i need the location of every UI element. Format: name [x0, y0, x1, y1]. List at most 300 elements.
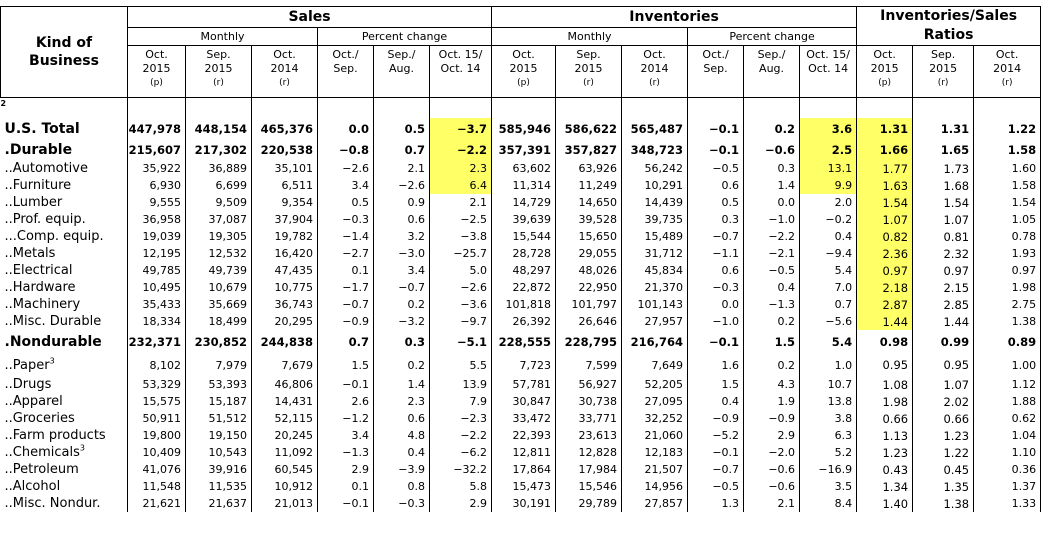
cell-i1: 357,391 — [492, 139, 556, 160]
cell-i3: 21,370 — [622, 279, 688, 296]
row-label: ..Electrical — [1, 262, 128, 279]
cell-r1: 1.23 — [857, 444, 913, 461]
cell-i3: 56,242 — [622, 160, 688, 177]
row-label: ..Groceries — [1, 410, 128, 427]
cell-p1: −0.1 — [318, 495, 374, 512]
cell-q3: 8.4 — [800, 495, 857, 512]
cell-p2: 0.4 — [374, 444, 430, 461]
cell-r2: 1.35 — [913, 478, 974, 495]
cell-s1: 15,575 — [128, 393, 186, 410]
cell-r1: 0.95 — [857, 354, 913, 376]
column-header-yoy: Oct. 15/ Oct. 14 — [800, 46, 857, 98]
cell-q3: 7.0 — [800, 279, 857, 296]
cell-s2: 37,087 — [186, 211, 252, 228]
cell-r1: 2.18 — [857, 279, 913, 296]
cell-r1: 0.66 — [857, 410, 913, 427]
cell-p1: −0.8 — [318, 139, 374, 160]
cell-q2: 0.3 — [744, 160, 800, 177]
cell-p3: −9.7 — [430, 313, 492, 330]
cell-p2: 3.4 — [374, 262, 430, 279]
row-label: ..Apparel — [1, 393, 128, 410]
column-header-oct14: Oct. 2014 (r) — [622, 46, 688, 98]
cell-q3: −0.2 — [800, 211, 857, 228]
cell-s2: 35,669 — [186, 296, 252, 313]
cell-s2: 217,302 — [186, 139, 252, 160]
cell-q3: 0.4 — [800, 228, 857, 245]
cell-s3: 20,245 — [252, 427, 318, 444]
table-row — [1, 410, 1041, 427]
cell-i3: 52,205 — [622, 376, 688, 393]
cell-s1: 19,039 — [128, 228, 186, 245]
cell-r1: 2.36 — [857, 245, 913, 262]
cell-i1: 30,191 — [492, 495, 556, 512]
cell-i3: 7,649 — [622, 354, 688, 376]
cell-i1: 22,393 — [492, 427, 556, 444]
cell-i2: 15,650 — [556, 228, 622, 245]
row-label: ..Petroleum — [1, 461, 128, 478]
cell-r3: 1.37 — [974, 478, 1041, 495]
cell-s3: 47,435 — [252, 262, 318, 279]
cell-p3: 5.0 — [430, 262, 492, 279]
cell-r2: 2.02 — [913, 393, 974, 410]
table-row — [1, 393, 1041, 410]
cell-s3: 9,354 — [252, 194, 318, 211]
cell-s1: 35,922 — [128, 160, 186, 177]
cell-s2: 19,150 — [186, 427, 252, 444]
cell-s3: 46,806 — [252, 376, 318, 393]
cell-r3: 1.22 — [974, 118, 1041, 139]
table-row — [1, 330, 1041, 354]
cell-p3: 5.8 — [430, 478, 492, 495]
cell-i3: 31,712 — [622, 245, 688, 262]
cell-r1: 0.97 — [857, 262, 913, 279]
table-row — [1, 427, 1041, 444]
cell-q2: −2.0 — [744, 444, 800, 461]
cell-q3: 5.2 — [800, 444, 857, 461]
cell-p2: 0.2 — [374, 296, 430, 313]
cell-i3: 216,764 — [622, 330, 688, 354]
row-label: U.S. Total — [1, 118, 128, 139]
cell-s1: 11,548 — [128, 478, 186, 495]
cell-s2: 9,509 — [186, 194, 252, 211]
cell-p1: 0.1 — [318, 262, 374, 279]
cell-q3: 3.6 — [800, 118, 857, 139]
cell-s3: 19,782 — [252, 228, 318, 245]
row-label: ..Misc. Durable — [1, 313, 128, 330]
cell-i3: 15,489 — [622, 228, 688, 245]
column-header-octsep: Oct./ Sep. — [688, 46, 744, 98]
cell-s2: 49,739 — [186, 262, 252, 279]
row-label: ..Drugs — [1, 376, 128, 393]
cell-s1: 10,495 — [128, 279, 186, 296]
cell-s2: 11,535 — [186, 478, 252, 495]
cell-r3: 0.89 — [974, 330, 1041, 354]
cell-r3: 2.75 — [974, 296, 1041, 313]
column-header-oct15: Oct. 2015 (p) — [492, 46, 556, 98]
cell-r2: 2.32 — [913, 245, 974, 262]
cell-i2: 12,828 — [556, 444, 622, 461]
cell-r2: 1.65 — [913, 139, 974, 160]
column-header-oct14: Oct. 2014 (r) — [974, 46, 1041, 98]
cell-s1: 12,195 — [128, 245, 186, 262]
cell-p2: 3.2 — [374, 228, 430, 245]
cell-q1: −0.1 — [688, 330, 744, 354]
cell-p1: 2.9 — [318, 461, 374, 478]
row-label: ..Chemicals$^3$ — [1, 444, 128, 461]
cell-r1: 0.82 — [857, 228, 913, 245]
cell-i1: 101,818 — [492, 296, 556, 313]
cell-p2: 0.2 — [374, 354, 430, 376]
cell-q1: −1.0 — [688, 313, 744, 330]
cell-s1: 232,371 — [128, 330, 186, 354]
row-label: ..Alcohol — [1, 478, 128, 495]
cell-q1: 0.5 — [688, 194, 744, 211]
cell-i2: 30,738 — [556, 393, 622, 410]
cell-p3: −25.7 — [430, 245, 492, 262]
cell-q3: 10.7 — [800, 376, 857, 393]
cell-i2: 228,795 — [556, 330, 622, 354]
table-row — [1, 262, 1041, 279]
cell-s2: 39,916 — [186, 461, 252, 478]
cell-s1: 36,958 — [128, 211, 186, 228]
table-row — [1, 245, 1041, 262]
cell-s2: 230,852 — [186, 330, 252, 354]
cell-i1: 228,555 — [492, 330, 556, 354]
cell-q2: 2.9 — [744, 427, 800, 444]
cell-r2: 1.44 — [913, 313, 974, 330]
cell-i1: 585,946 — [492, 118, 556, 139]
cell-s1: 10,409 — [128, 444, 186, 461]
cell-r1: 1.77 — [857, 160, 913, 177]
row-label: ..Lumber — [1, 194, 128, 211]
cell-s1: 447,978 — [128, 118, 186, 139]
cell-s3: 7,679 — [252, 354, 318, 376]
cell-p2: 0.3 — [374, 330, 430, 354]
cell-s2: 36,889 — [186, 160, 252, 177]
cell-r1: 1.40 — [857, 495, 913, 512]
table-row — [1, 118, 1041, 139]
table-row — [1, 177, 1041, 194]
cell-p2: −0.3 — [374, 495, 430, 512]
cell-p1: −0.7 — [318, 296, 374, 313]
cell-i3: 12,183 — [622, 444, 688, 461]
cell-q1: −0.3 — [688, 279, 744, 296]
footnote-marker: 2 — [1, 98, 128, 119]
cell-p2: 0.5 — [374, 118, 430, 139]
cell-q3: −9.4 — [800, 245, 857, 262]
column-header-sep15: Sep. 2015 (r) — [913, 46, 974, 98]
cell-s2: 15,187 — [186, 393, 252, 410]
cell-s3: 36,743 — [252, 296, 318, 313]
table-row — [1, 296, 1041, 313]
cell-p2: −3.2 — [374, 313, 430, 330]
table-row — [1, 279, 1041, 296]
cell-i1: 15,544 — [492, 228, 556, 245]
row-label: ..Automotive — [1, 160, 128, 177]
cell-s3: 60,545 — [252, 461, 318, 478]
cell-i1: 17,864 — [492, 461, 556, 478]
cell-q3: 3.8 — [800, 410, 857, 427]
cell-i1: 22,872 — [492, 279, 556, 296]
cell-s3: 52,115 — [252, 410, 318, 427]
cell-q2: 1.5 — [744, 330, 800, 354]
cell-i2: 101,797 — [556, 296, 622, 313]
cell-i2: 29,055 — [556, 245, 622, 262]
cell-s3: 11,092 — [252, 444, 318, 461]
cell-q1: 0.0 — [688, 296, 744, 313]
cell-s3: 16,420 — [252, 245, 318, 262]
cell-i1: 7,723 — [492, 354, 556, 376]
table-row — [1, 478, 1041, 495]
cell-i1: 48,297 — [492, 262, 556, 279]
cell-r1: 1.98 — [857, 393, 913, 410]
cell-q2: 1.4 — [744, 177, 800, 194]
cell-r3: 1.04 — [974, 427, 1041, 444]
cell-s1: 53,329 — [128, 376, 186, 393]
cell-r3: 0.62 — [974, 410, 1041, 427]
cell-r1: 1.44 — [857, 313, 913, 330]
cell-q1: −0.1 — [688, 444, 744, 461]
cell-r1: 0.43 — [857, 461, 913, 478]
cell-q3: 5.4 — [800, 330, 857, 354]
cell-s1: 35,433 — [128, 296, 186, 313]
cell-p1: 0.1 — [318, 478, 374, 495]
cell-r3: 1.88 — [974, 393, 1041, 410]
cell-r2: 0.81 — [913, 228, 974, 245]
cell-r1: 1.34 — [857, 478, 913, 495]
cell-i1: 11,314 — [492, 177, 556, 194]
cell-q1: −0.9 — [688, 410, 744, 427]
cell-p1: −0.3 — [318, 211, 374, 228]
cell-i1: 30,847 — [492, 393, 556, 410]
cell-p3: 2.1 — [430, 194, 492, 211]
cell-p2: 0.6 — [374, 211, 430, 228]
cell-r3: 1.60 — [974, 160, 1041, 177]
cell-q1: −0.5 — [688, 478, 744, 495]
cell-p3: −5.1 — [430, 330, 492, 354]
cell-p3: −2.6 — [430, 279, 492, 296]
table-row — [1, 228, 1041, 245]
cell-s2: 12,532 — [186, 245, 252, 262]
cell-i2: 56,927 — [556, 376, 622, 393]
cell-q1: 0.3 — [688, 211, 744, 228]
cell-q3: −16.9 — [800, 461, 857, 478]
cell-s3: 37,904 — [252, 211, 318, 228]
cell-i2: 17,984 — [556, 461, 622, 478]
cell-p1: −0.9 — [318, 313, 374, 330]
cell-p1: −1.7 — [318, 279, 374, 296]
cell-p2: 2.1 — [374, 160, 430, 177]
cell-q2: 0.2 — [744, 118, 800, 139]
cell-p2: 0.8 — [374, 478, 430, 495]
table-row — [1, 160, 1041, 177]
cell-p1: −0.1 — [318, 376, 374, 393]
cell-p1: 0.5 — [318, 194, 374, 211]
column-header-sep15: Sep. 2015 (r) — [556, 46, 622, 98]
cell-s1: 9,555 — [128, 194, 186, 211]
cell-i1: 26,392 — [492, 313, 556, 330]
cell-p2: −2.6 — [374, 177, 430, 194]
cell-r2: 0.45 — [913, 461, 974, 478]
cell-s1: 50,911 — [128, 410, 186, 427]
table-row — [1, 313, 1041, 330]
cell-q2: −0.5 — [744, 262, 800, 279]
cell-p3: −6.2 — [430, 444, 492, 461]
cell-s1: 49,785 — [128, 262, 186, 279]
cell-r3: 0.36 — [974, 461, 1041, 478]
cell-q1: 0.4 — [688, 393, 744, 410]
cell-q2: 0.2 — [744, 354, 800, 376]
cell-s3: 244,838 — [252, 330, 318, 354]
cell-i3: 39,735 — [622, 211, 688, 228]
cell-i2: 11,249 — [556, 177, 622, 194]
cell-i3: 101,143 — [622, 296, 688, 313]
cell-i2: 15,546 — [556, 478, 622, 495]
cell-q2: −2.1 — [744, 245, 800, 262]
cell-r2: 2.85 — [913, 296, 974, 313]
cell-p2: 2.3 — [374, 393, 430, 410]
cell-r2: 1.07 — [913, 376, 974, 393]
cell-p2: 0.6 — [374, 410, 430, 427]
cell-q3: 2.5 — [800, 139, 857, 160]
cell-i3: 27,957 — [622, 313, 688, 330]
cell-p3: −3.7 — [430, 118, 492, 139]
cell-p3: 6.4 — [430, 177, 492, 194]
cell-i2: 14,650 — [556, 194, 622, 211]
cell-q2: −2.2 — [744, 228, 800, 245]
row-label: ...Comp. equip. — [1, 228, 128, 245]
cell-i1: 57,781 — [492, 376, 556, 393]
cell-r1: 1.13 — [857, 427, 913, 444]
cell-q3: 6.3 — [800, 427, 857, 444]
cell-p2: 1.4 — [374, 376, 430, 393]
cell-s1: 8,102 — [128, 354, 186, 376]
cell-p2: 0.9 — [374, 194, 430, 211]
cell-q1: 1.6 — [688, 354, 744, 376]
cell-r3: 1.38 — [974, 313, 1041, 330]
cell-q3: −5.6 — [800, 313, 857, 330]
ratios-header: Inventories/Sales Ratios — [857, 7, 1041, 46]
cell-r3: 1.10 — [974, 444, 1041, 461]
cell-i3: 21,507 — [622, 461, 688, 478]
cell-i1: 12,811 — [492, 444, 556, 461]
cell-i1: 39,639 — [492, 211, 556, 228]
cell-i3: 45,834 — [622, 262, 688, 279]
cell-q1: −1.1 — [688, 245, 744, 262]
cell-q2: 0.0 — [744, 194, 800, 211]
cell-q1: −0.7 — [688, 228, 744, 245]
sales-monthly-header: Monthly — [128, 28, 318, 46]
cell-s3: 10,912 — [252, 478, 318, 495]
cell-q3: 3.5 — [800, 478, 857, 495]
cell-i2: 33,771 — [556, 410, 622, 427]
cell-i2: 23,613 — [556, 427, 622, 444]
cell-i3: 27,857 — [622, 495, 688, 512]
cell-s2: 6,699 — [186, 177, 252, 194]
cell-s3: 21,013 — [252, 495, 318, 512]
cell-p1: −1.2 — [318, 410, 374, 427]
cell-q3: 5.4 — [800, 262, 857, 279]
table-row — [1, 354, 1041, 376]
cell-r2: 2.15 — [913, 279, 974, 296]
cell-p3: −32.2 — [430, 461, 492, 478]
cell-r2: 1.73 — [913, 160, 974, 177]
cell-r2: 1.07 — [913, 211, 974, 228]
cell-q2: 2.1 — [744, 495, 800, 512]
cell-i2: 39,528 — [556, 211, 622, 228]
cell-q2: 1.9 — [744, 393, 800, 410]
cell-r3: 1.58 — [974, 139, 1041, 160]
cell-q2: −0.6 — [744, 461, 800, 478]
cell-s1: 6,930 — [128, 177, 186, 194]
inv-pct-header: Percent change — [688, 28, 857, 46]
cell-q2: −0.6 — [744, 478, 800, 495]
cell-p1: −1.3 — [318, 444, 374, 461]
cell-i1: 14,729 — [492, 194, 556, 211]
cell-q3: 0.7 — [800, 296, 857, 313]
cell-i3: 348,723 — [622, 139, 688, 160]
cell-q3: 13.1 — [800, 160, 857, 177]
cell-q2: 4.3 — [744, 376, 800, 393]
cell-p2: −3.9 — [374, 461, 430, 478]
cell-r2: 1.23 — [913, 427, 974, 444]
row-label: .Durable — [1, 139, 128, 160]
cell-q2: −1.0 — [744, 211, 800, 228]
cell-p2: −0.7 — [374, 279, 430, 296]
cell-p1: 2.6 — [318, 393, 374, 410]
table-row — [1, 495, 1041, 512]
cell-p3: −2.5 — [430, 211, 492, 228]
cell-q2: −0.6 — [744, 139, 800, 160]
cell-i2: 29,789 — [556, 495, 622, 512]
row-label: ..Metals — [1, 245, 128, 262]
row-label: ..Furniture — [1, 177, 128, 194]
cell-r1: 1.31 — [857, 118, 913, 139]
cell-s1: 215,607 — [128, 139, 186, 160]
row-label: ..Hardware — [1, 279, 128, 296]
cell-s3: 6,511 — [252, 177, 318, 194]
cell-s1: 19,800 — [128, 427, 186, 444]
table-row — [1, 461, 1041, 478]
cell-q1: 0.6 — [688, 177, 744, 194]
cell-i1: 28,728 — [492, 245, 556, 262]
cell-r2: 1.68 — [913, 177, 974, 194]
cell-i3: 27,095 — [622, 393, 688, 410]
column-header-sepaug: Sep./ Aug. — [744, 46, 800, 98]
cell-q2: 0.2 — [744, 313, 800, 330]
cell-r2: 0.97 — [913, 262, 974, 279]
inv-monthly-header: Monthly — [492, 28, 688, 46]
cell-q3: 2.0 — [800, 194, 857, 211]
cell-i1: 15,473 — [492, 478, 556, 495]
cell-i2: 26,646 — [556, 313, 622, 330]
cell-p1: 1.5 — [318, 354, 374, 376]
column-header-sep15: Sep. 2015 (r) — [186, 46, 252, 98]
cell-r2: 0.99 — [913, 330, 974, 354]
cell-s2: 51,512 — [186, 410, 252, 427]
cell-q3: 13.8 — [800, 393, 857, 410]
cell-p3: −2.2 — [430, 427, 492, 444]
cell-i3: 14,439 — [622, 194, 688, 211]
cell-q1: 1.3 — [688, 495, 744, 512]
cell-s1: 21,621 — [128, 495, 186, 512]
cell-p1: 0.7 — [318, 330, 374, 354]
cell-q1: 1.5 — [688, 376, 744, 393]
cell-r3: 1.93 — [974, 245, 1041, 262]
cell-p3: 13.9 — [430, 376, 492, 393]
cell-r1: 1.66 — [857, 139, 913, 160]
column-header-oct15: Oct. 2015 (p) — [128, 46, 186, 98]
